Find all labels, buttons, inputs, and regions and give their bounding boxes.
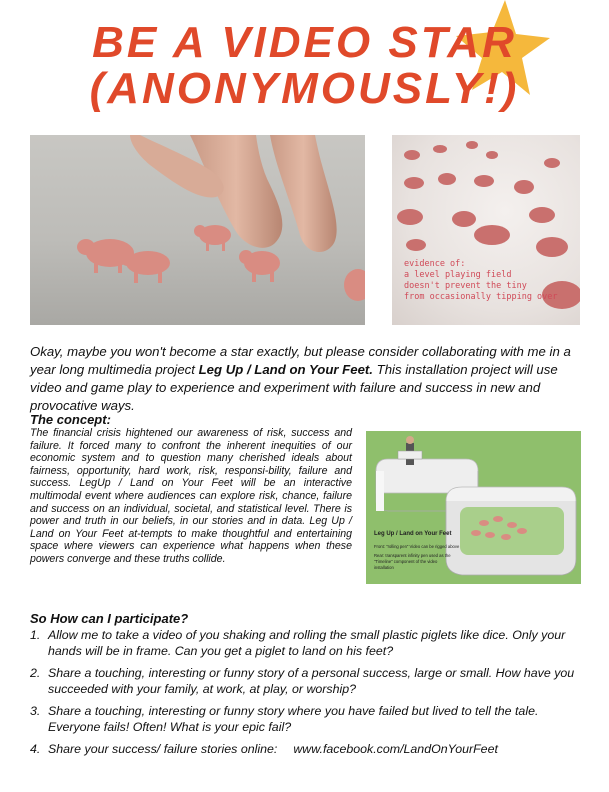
- item-text: Share a touching, interesting or funny story of a personal success, large or small. How have you succeeded with your family, at work, at play, or worship?: [48, 666, 575, 696]
- concept-heading: The concept:: [30, 412, 111, 427]
- facebook-link[interactable]: www.facebook.com/LandOnYourFeet: [293, 742, 498, 756]
- concept-paragraph: The financial crisis hightened our awareness of risk, success and failure. It forced many to confront the inherent inequities of our economic system and to question many cherished ideals about fairness, opportunity, hard work, risk, responsi-bility, failure and success. LegUp / Land on Your Feet will be an interactive multimodal event where audiences can explore risk, chance, failure and success on an individual, societal, and statistical level. There is power and truth in our beliefs, in our stories and in data. Leg Up / Land on Your Feet at-tempts to make thoughtful and entertaining space where viewers can experience what happens when these powers converge and these truths collide.: [30, 427, 352, 565]
- item-text: Share your success/ failure stories online:: [48, 742, 278, 756]
- item-number: 2.: [30, 666, 41, 680]
- photo-pigs-field: [392, 135, 580, 325]
- list-item: [30, 665, 590, 697]
- photo-fingers-piglets: [30, 135, 365, 325]
- intro-text: Okay, maybe you won't become a star exactly, but please consider collaborating with me in a year long multimedia project: [30, 344, 571, 377]
- installation-diagram: [366, 431, 581, 584]
- intro-text: This installation project will use video and game play to experience and experiment with failure and success in new and provocative ways.: [30, 362, 558, 413]
- list-item: [30, 627, 590, 659]
- title-line-2: (ANONYMOUSLY!): [89, 64, 520, 113]
- diagram-note: "Timeline" component of the video: [374, 559, 438, 564]
- project-name: Leg Up / Land on Your Feet.: [198, 362, 373, 377]
- item-number: 3.: [30, 704, 41, 718]
- diagram-note: Rear: transparent infinity pen used as the: [374, 553, 451, 558]
- diagram-title: Leg Up / Land on Your Feet: [374, 531, 452, 537]
- caption-line: doesn't prevent the tiny: [404, 281, 527, 291]
- list-item: [30, 703, 590, 735]
- intro-paragraph: [30, 343, 582, 415]
- participation-list: [30, 627, 590, 763]
- caption-line: evidence of:: [404, 259, 466, 269]
- item-number: 4.: [30, 742, 41, 756]
- diagram-note: installation: [374, 565, 394, 570]
- item-number: 1.: [30, 628, 41, 642]
- caption-line: a level playing field: [404, 270, 512, 280]
- caption-line: from occasionally tipping over: [404, 292, 558, 302]
- list-item: [30, 741, 590, 757]
- item-text: Share a touching, interesting or funny story where you have failed but lived to tell the tale. Everyone fails! Often! What is your epic fail?: [48, 704, 539, 734]
- photo-caption: [404, 259, 558, 303]
- participate-heading: So How can I participate?: [30, 611, 189, 626]
- diagram-note: Front: "rolling pen" Video can be rigged above: [374, 544, 460, 549]
- item-text: Allow me to take a video of you shaking and rolling the small plastic piglets like dice. Only your hands will be in frame. Can you get a piglet to land on his feet?: [48, 628, 566, 658]
- title-line-1: BE A VIDEO STAR: [92, 18, 517, 67]
